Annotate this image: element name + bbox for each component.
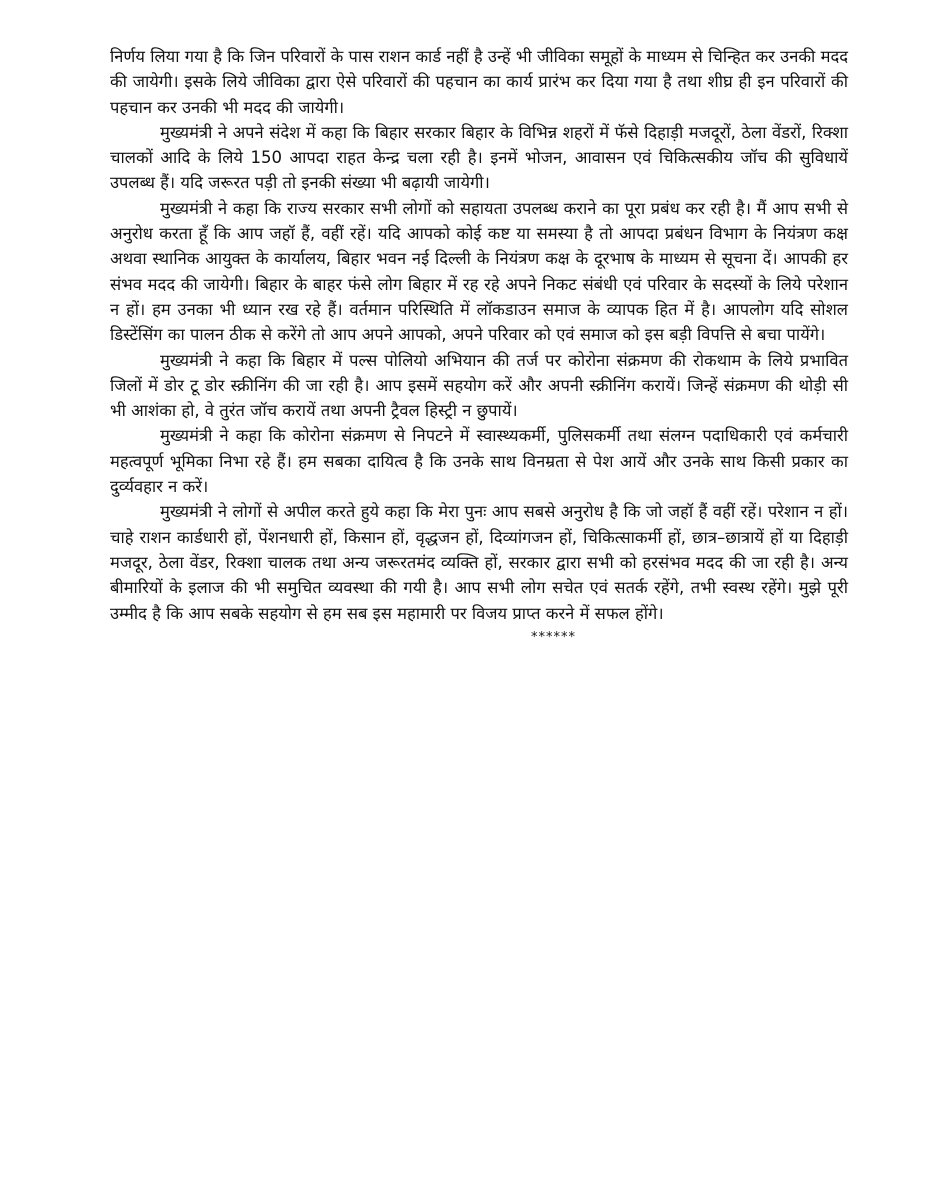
paragraph-relief-centres: मुख्यमंत्री ने अपने संदेश में कहा कि बिहार सरकार बिहार के विभिन्न शहरों में फॅसे दिहाड़ी मजदूरों, ठेला वेंडरों, रिक्शा चालकों आदि के लिये 150 आपदा राहत केन्द्र चला रही है। इनमें भोजन, आवासन एवं चिकित्सकीय जॉच की सुविधायें उपलब्ध हैं। यदि जरूरत पड़ी तो इनकी संख्या भी बढ़ायी जायेगी। [110,122,848,193]
end-of-document-mark: ****** [531,629,576,645]
paragraph-appeal: मुख्यमंत्री ने लोगों से अपील करते हुये कहा कि मेरा पुनः आप सबसे अनुरोध है कि जो जहॉ हैं वहीं रहें। परेशान न हों। चाहे राशन कार्डधारी हों, पेंशनधारी हों, किसान हों, वृद्धजन हों, दिव्यांगजन हों, चिकित्साकर्मी हों, छात्र–छात्रायें हों या दिहाड़ी मजदूर, ठेला वेंडर, रिक्शा चालक तथा अन्य जरूरतमंद व्यक्ति हों, सरकार द्वारा सभी को हरसंभव मदद की जा रही है। अन्य बीमारियों के इलाज की भी समुचित व्यवस्था की गयी है। आप सभी लोग सचेत एवं सतर्क रहेंगे, तभी स्वस्थ रहेंगे। मुझे पूरी उम्मीद है कि आप सबके सहयोग से हम सब इस महामारी पर विजय प्राप्त करने में सफल होंगे। [110,502,848,623]
paragraph-door-to-door-screening: मुख्यमंत्री ने कहा कि बिहार में पल्स पोलियो अभियान की तर्ज पर कोरोना संक्रमण की रोकथाम के लिये प्रभावित जिलों में डोर टू डोर स्क्रीनिंग की जा रही है। आप इसमें सहयोग करें और अपनी स्क्रीनिंग करायें। जिन्हें संक्रमण की थोड़ी सी भी आशंका हो, वे तुरंत जॉच करायें तथा अपनी ट्रैवल हिस्ट्री न छुपायें। [110,350,848,421]
paragraph-frontline-workers: मुख्यमंत्री ने कहा कि कोरोना संक्रमण से निपटने में स्वास्थ्यकर्मी, पुलिसकर्मी तथा संलग्न पदाधिकारी एवं कर्मचारी महत्वपूर्ण भूमिका निभा रहे हैं। हम सबका दायित्व है कि उनके साथ विनम्रता से पेश आयें और उनके साथ किसी प्रकार का दुर्व्यवहार न करें। [110,426,848,497]
paragraph-stay-where-you-are: मुख्यमंत्री ने कहा कि राज्य सरकार सभी लोगों को सहायता उपलब्ध कराने का पूरा प्रबंध कर रही है। मैं आप सभी से अनुरोध करता हूँ कि आप जहॉ हैं, वहीं रहें। यदि आपको कोई कष्ट या समस्या है तो आपदा प्रबंधन विभाग के नियंत्रण कक्ष अथवा स्थानिक आयुक्त के कार्यालय, बिहार भवन नई दिल्ली के नियंत्रण कक्ष के दूरभाष के माध्यम से सूचना दें। आपकी हर संभव मदद की जायेगी। बिहार के बाहर फंसे लोग बिहार में रह रहे अपने निकट संबंधी एवं परिवार के सदस्यों के लिये परेशान न हों। हम उनका भी ध्यान रख रहे हैं। वर्तमान परिस्थिति में लॉकडाउन समाज के व्यापक हित में है। आपलोग यदि सोशल डिस्टेंसिंग का पालन ठीक से करेंगे तो आप अपने आपको, अपने परिवार को एवं समाज को इस बड़ी विपत्ति से बचा पायेंगे। [110,198,848,345]
paragraph-continuation: निर्णय लिया गया है कि जिन परिवारों के पास राशन कार्ड नहीं है उन्हें भी जीविका समूहों के माध्यम से चिन्हित कर उनकी मदद की जायेगी। इसके लिये जीविका द्वारा ऐसे परिवारों की पहचान का कार्य प्रारंभ कर दिया गया है तथा शीघ्र ही इन परिवारों की पहचान कर उनकी भी मदद की जायेगी। [110,47,848,117]
document-page [110,44,848,648]
